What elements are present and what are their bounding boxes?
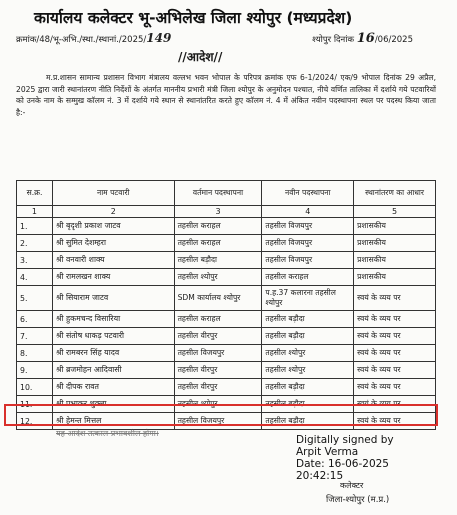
cell-current-posting: तहसील बड़ौदा xyxy=(174,252,262,269)
cell-current-posting: SDM कार्यालय श्योपुर xyxy=(174,286,262,311)
cell-serial: 5. xyxy=(17,286,53,311)
cell-basis: स्वयं के व्यय पर xyxy=(354,379,436,396)
order-date xyxy=(312,31,413,46)
cell-new-posting: तहसील विजयपुर xyxy=(262,235,354,252)
cell-new-posting: तहसील बड़ौदा xyxy=(262,413,354,430)
signature-line: Date: 16-06-2025 xyxy=(296,458,389,470)
order-paragraph xyxy=(16,72,436,118)
header-current-posting: वर्तमान पदस्थापना xyxy=(174,181,262,206)
table-row xyxy=(17,218,436,235)
order-heading: //आदेश// xyxy=(178,50,223,64)
date-handwritten: 16 xyxy=(356,31,375,46)
signature-line: Arpit Verma xyxy=(296,446,359,458)
table-header-row xyxy=(17,181,436,206)
transfer-table xyxy=(16,180,436,430)
header-new-posting: नवीन पदस्थापना xyxy=(262,181,354,206)
cell-serial: 4. xyxy=(17,269,53,286)
column-number: 1 xyxy=(17,206,53,218)
signature-line: Digitally signed by xyxy=(296,434,394,446)
cell-current-posting: तहसील कराहल xyxy=(174,311,262,328)
order-paragraph-text: म.प्र.शासन सामान्य प्रशासन विभाग मंत्रालय वल्लभ भवन भोपाल के परिपत्र क्रमांक एफ 6-1/2024/ एक/9 भोपाल दिनांक 29 अप्रैल, 2025 द्वारा जारी स्थानांतरण नीति निर्देशों के अंतर्गत माननीय प्रभारी मंत्री जिला श्योपुर के अनुमोदन पश्चात, नीचे वर्णित तालिका में दर्शाये गये पटवारियों को उनके नाम के सम्मुख कॉलम नं. 3 में दर्शाये गये स्थान से स्थानांतरित करते हुए कॉलम नं. 4 में अंकित नवीन पदस्थापना स्थल पर पदस्थ किया जाता है:- xyxy=(16,73,436,117)
cell-new-posting: तहसील श्योपुर xyxy=(262,362,354,379)
cell-name: श्री रामबरन सिंह यादव xyxy=(52,345,174,362)
cell-serial: 6. xyxy=(17,311,53,328)
cell-new-posting: प.ह.37 कलारना तहसील श्योपुर xyxy=(262,286,354,311)
cell-serial: 10. xyxy=(17,379,53,396)
cell-name: श्री रामलखन शाक्य xyxy=(52,269,174,286)
column-number-row xyxy=(17,206,436,218)
cell-current-posting: तहसील विजयपुर xyxy=(174,413,262,430)
cell-serial: 3. xyxy=(17,252,53,269)
cell-name: श्री सियाराम जाटव xyxy=(52,286,174,311)
cell-name: श्री दीपक रावत xyxy=(52,379,174,396)
cell-basis: स्वयं के व्यय पर xyxy=(354,413,436,430)
district-label: जिला-श्योपुर (म.प्र.) xyxy=(326,495,390,505)
cell-serial: 7. xyxy=(17,328,53,345)
cell-current-posting: तहसील वीरपुर xyxy=(174,362,262,379)
cell-serial: 12. xyxy=(17,413,53,430)
header-name: नाम पटवारी xyxy=(52,181,174,206)
table-row xyxy=(17,345,436,362)
cell-new-posting: तहसील बड़ौदा xyxy=(262,328,354,345)
table-row xyxy=(17,311,436,328)
row-highlight-box xyxy=(4,404,438,426)
cell-serial: 2. xyxy=(17,235,53,252)
cell-basis: प्रशासकीय xyxy=(354,218,436,235)
cell-name: श्री हेमन्त मित्तल xyxy=(52,413,174,430)
cell-serial: 11. xyxy=(17,396,53,413)
cell-current-posting: तहसील वीरपुर xyxy=(174,379,262,396)
column-number: 2 xyxy=(52,206,174,218)
reference-handwritten: 149 xyxy=(146,31,172,45)
cell-new-posting: तहसील कराहल xyxy=(262,269,354,286)
cell-name: श्री प्रभाकर शुक्ला xyxy=(52,396,174,413)
cell-new-posting: तहसील बड़ौदा xyxy=(262,396,354,413)
cell-name: श्री ब्रजमोहन आदिवासी xyxy=(52,362,174,379)
column-number: 3 xyxy=(174,206,262,218)
column-number: 4 xyxy=(262,206,354,218)
cell-name: श्री वनवारी शाक्य xyxy=(52,252,174,269)
cell-current-posting: तहसील श्योपुर xyxy=(174,269,262,286)
table-row xyxy=(17,235,436,252)
cell-basis: प्रशासकीय xyxy=(354,252,436,269)
cell-new-posting: तहसील विजयपुर xyxy=(262,252,354,269)
office-title: कार्यालय कलेक्टर भू-अभिलेख जिला श्योपुर (मध्यप्रदेश) xyxy=(34,9,353,27)
designation: कलेक्टर xyxy=(340,481,364,490)
table-row xyxy=(17,379,436,396)
cell-new-posting: तहसील बड़ौदा xyxy=(262,379,354,396)
table-row xyxy=(17,252,436,269)
date-suffix: /06/2025 xyxy=(374,35,413,45)
cell-name: श्री सुमित देशम्हरा xyxy=(52,235,174,252)
reference-number xyxy=(16,31,171,45)
cell-new-posting: तहसील बड़ौदा xyxy=(262,311,354,328)
cell-basis: प्रशासकीय xyxy=(354,269,436,286)
cell-serial: 8. xyxy=(17,345,53,362)
cell-serial: 9. xyxy=(17,362,53,379)
cell-basis: स्वयं के व्यय पर xyxy=(354,396,436,413)
cell-basis: स्वयं के व्यय पर xyxy=(354,311,436,328)
signature-line: 20:42:15 xyxy=(296,470,344,482)
cell-basis: स्वयं के व्यय पर xyxy=(354,362,436,379)
cell-current-posting: तहसील श्योपुर xyxy=(174,396,262,413)
cell-serial: 1. xyxy=(17,218,53,235)
cell-new-posting: तहसील श्योपुर xyxy=(262,345,354,362)
date-label: श्योपुर दिनांक xyxy=(312,35,355,45)
cell-name: श्री हुकमचन्द विसारिया xyxy=(52,311,174,328)
cell-name: श्री संतोष धाकड़ पटवारी xyxy=(52,328,174,345)
cell-basis: स्वयं के व्यय पर xyxy=(354,345,436,362)
header-transfer-basis: स्थानांतरण का आधार xyxy=(354,181,436,206)
reference-prefix: क्रमांक/48/भू-अभि./स्था./स्थानां./2025/ xyxy=(16,35,147,45)
cell-name: श्री बृदृशी प्रकाश जाटव xyxy=(52,218,174,235)
cell-current-posting: तहसील वीरपुर xyxy=(174,328,262,345)
table-row xyxy=(17,328,436,345)
header-serial: स.क्र. xyxy=(17,181,53,206)
cell-basis: स्वयं के व्यय पर xyxy=(354,328,436,345)
cell-basis: स्वयं के व्यय पर xyxy=(354,286,436,311)
cell-basis: प्रशासकीय xyxy=(354,235,436,252)
digital-signature xyxy=(296,434,394,482)
cell-current-posting: तहसील विजयपुर xyxy=(174,345,262,362)
table-row xyxy=(17,286,436,311)
column-number: 5 xyxy=(354,206,436,218)
cell-current-posting: तहसील कराहल xyxy=(174,235,262,252)
cell-current-posting: तहसील कराहल xyxy=(174,218,262,235)
table-row xyxy=(17,269,436,286)
struck-out-line: यह आदेश तत्काल प्रभावशील होगा। xyxy=(56,429,159,438)
table-row xyxy=(17,362,436,379)
cell-new-posting: तहसील विजयपुर xyxy=(262,218,354,235)
